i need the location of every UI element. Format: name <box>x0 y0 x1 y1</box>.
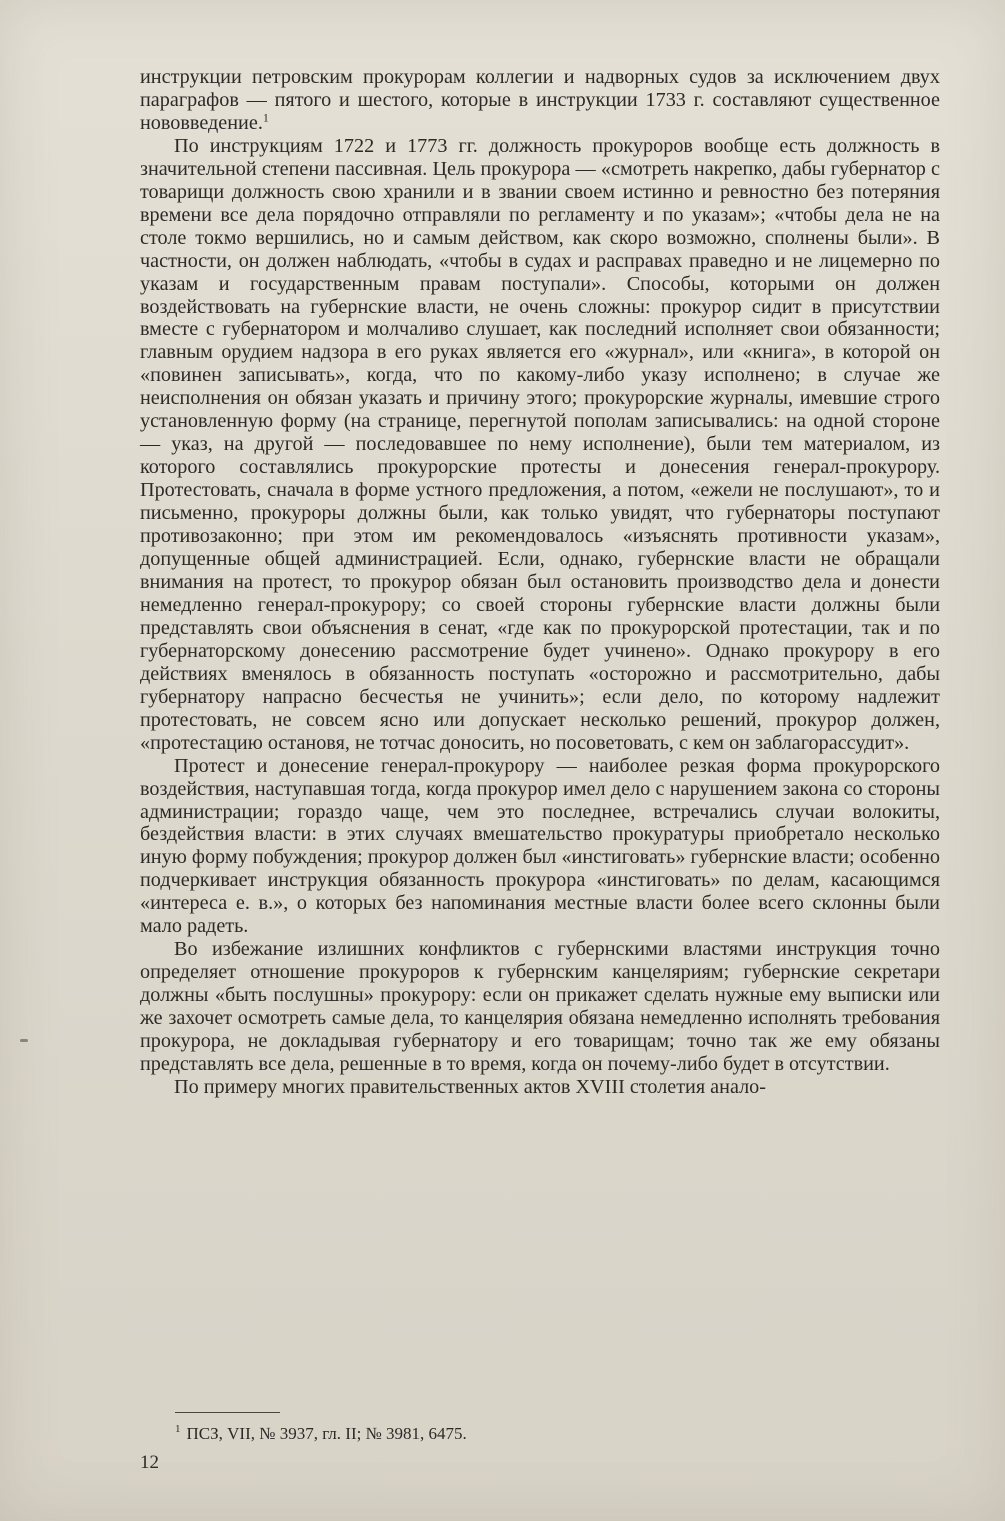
footnote-divider <box>175 1412 280 1413</box>
footnote-text: ПСЗ, VII, № 3937, гл. II; № 3981, 6475. <box>186 1424 467 1443</box>
paragraph-5: По примеру многих правительственных актов XVIII столетия анало- <box>174 1075 766 1098</box>
paper-speck <box>20 1039 28 1042</box>
paragraph-4: Во избежание излишних конфликтов с губернскими властями инструкция точно определяет отношение прокуроров к губернским канцеляриям; губернские секретари должны «быть послушны» прокурору: если он прикажет сделать нужные ему выписки или же захочет осмотреть самые дела, то канцелярия обязана немедленно исполнять требования прокурора, не докладывая губернатору и его товарищам; точно так же ему обязаны представлять все дела, решенные в то время, когда он почему-либо будет в отсутствии. <box>140 938 940 1075</box>
paragraph-3: Протест и донесение генерал-прокурору — наиболее резкая форма прокурорского воздействия, наступавшая тогда, когда прокурор имел дело с нарушением закона со стороны администрации; гораздо чаще, чем это последнее, встречались случаи волокиты, бездействия власти: в этих случаях вмешательство прокуратуры приобретало несколько иную форму побуждения; прокурор должен был «инстиговать» губернские власти; особенно подчеркивает инструкция обязанность прокурора «инстиговать» по делам, касающимся «интереса е. в.», о которых без напоминания местные власти более всего склонны были мало радеть. <box>140 754 940 938</box>
footnote-reference-mark: 1 <box>262 110 269 125</box>
page-number: 12 <box>140 1452 159 1473</box>
paragraph-1 <box>140 66 940 135</box>
paragraph-2: По инструкциям 1722 и 1773 гг. должность прокуроров вообще есть должность в значительной степени пассивная. Цель прокурора — «смотреть накрепко, дабы губернатор с товарищи должность свою хранили и в звании своем истинно и ревностно без потеряния времени все дела порядочно отправляли по регламенту и по указам»; «чтобы дела не на столе токмо вершились, но и самым действом, как скоро возможно, сполнены были». В частности, он должен наблюдать, «чтобы в судах и расправах праведно и не лицемерно по указам и государственным правам поступали». Способы, которыми он должен воздействовать на губернские власти, не очень сложны: прокурор сидит в присутствии вместе с губернатором и молчаливо слушает, как последний исполняет свои обязанности; главным орудием надзора в его руках является его «журнал», или «книга», в которой он «повинен записывать», когда, что по какому-либо указу исполнено; в случае же неисполнения он обязан указать и причину этого; прокурорские журналы, имевшие строго установленную форму (на странице, перегнутой пополам записывались: на одной стороне — указ, на другой — последовавшее по нему исполнение), были тем материалом, из которого составлялись прокурорские протесты и донесения генерал-прокурору. Протестовать, сначала в форме устного предложения, а потом, «ежели не послушают», то и письменно, прокуроры должны были, как только увидят, что губернаторы поступают противозаконно; при этом им рекомендовалось «изъяснять противности указам», допущенные общей администрацией. Если, однако, губернские власти не обращали внимания на протест, то прокурор обязан был остановить производство дела и донести немедленно генерал-прокурору; со своей стороны губернские власти должны были представлять свои объяснения в сенат, «где как по прокурорской протестации, так и по губернаторскому донесению рассмотрение будет учинено». Однако прокурору в его действиях вменялось в обязанность поступать «осторожно и рассмотрительно, дабы губернатору напрасно бесчестья не учинить»; если дело, по которому надлежит протестовать, не совсем ясно или допускает несколько решений, прокурор должен, «протестацию остановя, не тотчас доносить, но посоветовать, с кем он заблагорассудит». <box>140 134 940 754</box>
footnote <box>175 1424 775 1444</box>
body-text <box>140 66 940 1099</box>
footnote-number: 1 <box>175 1423 181 1436</box>
paragraph-1-text: инструкции петровским прокурорам коллегии и надворных судов за исключением двух параграфов — пятого и шестого, которые в инструкции 1733 г. составляют существенное нововведение. <box>140 66 940 134</box>
